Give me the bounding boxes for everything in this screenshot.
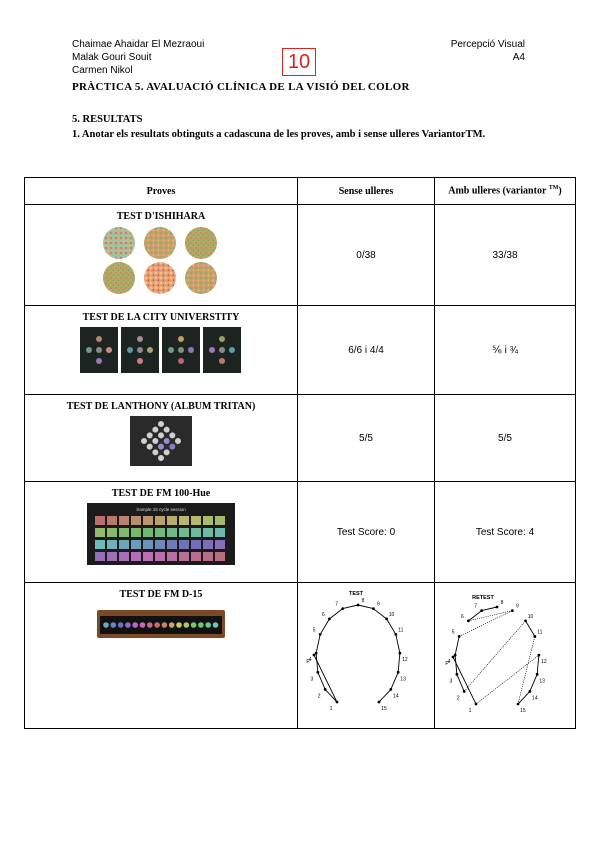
result-with: 33/38 [435, 205, 576, 306]
cap-point [496, 606, 499, 609]
cap-label: 9 [515, 603, 519, 610]
test-name: TEST DE LANTHONY (ALBUM TRITAN) [66, 401, 256, 412]
instruction-text: 1. Anotar els resultats obtinguts a cadascuna de les proves, amb i sense ulleres VariantorTM. [72, 129, 486, 140]
cap-point [328, 617, 331, 620]
retest-diagram-cell [435, 583, 576, 729]
cap-label: 2 [317, 693, 321, 700]
cap-label: 3 [449, 678, 453, 685]
cap-point [357, 604, 360, 607]
test-diagram-cell [298, 583, 435, 729]
cap-label: 4 [447, 659, 451, 666]
cap-point [455, 673, 458, 676]
result-without: Test Score: 0 [298, 482, 435, 583]
cap-point [394, 633, 397, 636]
cap-label: P [445, 661, 449, 667]
cap-label: 11 [398, 627, 404, 634]
cap-point [372, 607, 375, 610]
cap-label: 5 [312, 627, 316, 634]
cap-point [313, 654, 316, 657]
cap-point [475, 703, 478, 706]
table-row [25, 205, 576, 306]
cap-point [389, 688, 392, 691]
page-title: PRÀCTICA 5. AVALUACIÓ CLÍNICA DE LA VISIÓ DEL COLOR [72, 81, 410, 93]
cap-label: 3 [310, 676, 314, 683]
table-row [25, 583, 576, 729]
cap-label: 13 [400, 676, 406, 683]
test-name: TEST DE LA CITY UNIVERSTITY [82, 312, 240, 323]
author-name: Carmen Nikol [72, 65, 133, 76]
fm100-hue-image [87, 503, 235, 565]
cap-point [397, 671, 400, 674]
author-block [72, 38, 204, 77]
column-header-proves: Proves [25, 178, 298, 205]
cap-label: 7 [474, 603, 478, 610]
cap-point [341, 607, 344, 610]
group-code: A4 [512, 52, 525, 63]
city-university-plates-image [80, 327, 242, 375]
cap-point [315, 652, 318, 655]
cap-label: 14 [393, 693, 399, 700]
test-cell [25, 482, 298, 583]
cap-point [385, 617, 388, 620]
test-name: TEST DE FM D-15 [119, 589, 203, 600]
cap-label: 12 [541, 659, 547, 666]
cap-point [467, 619, 470, 622]
cap-label: 11 [537, 629, 543, 636]
cap-point [517, 703, 520, 706]
result-with: 5/5 [435, 395, 576, 482]
cap-label: 10 [388, 611, 395, 618]
result-without: 5/5 [298, 395, 435, 482]
cap-point [336, 701, 339, 704]
ishihara-plates-image [99, 226, 223, 296]
cap-point [319, 633, 322, 636]
cap-point [452, 656, 455, 659]
section-heading: 5. RESULTATS [72, 114, 143, 125]
d15-retest-diagram [435, 583, 575, 723]
cap-point [463, 690, 466, 693]
test-cell [25, 205, 298, 306]
cap-label: 13 [539, 678, 545, 685]
author-name: Malak Gouri Souit [72, 52, 152, 63]
cap-label: 6 [461, 613, 464, 620]
cap-point [480, 609, 483, 612]
lanthony-tritan-image [130, 416, 192, 466]
result-with: Test Score: 4 [435, 482, 576, 583]
result-with: ⅚ i ¾ [435, 306, 576, 395]
cap-point [524, 619, 527, 622]
cap-label: 10 [527, 613, 534, 620]
cap-point [528, 690, 531, 693]
cap-label: 8 [500, 600, 504, 606]
cap-label: 9 [376, 601, 380, 608]
cap-label: 1 [468, 708, 472, 715]
column-header-without: Sense ulleres [298, 178, 435, 205]
cap-label: 2 [456, 695, 460, 702]
test-cell [25, 306, 298, 395]
cap-label: 1 [329, 706, 333, 713]
cap-label: 4 [308, 657, 312, 664]
cap-label: 5 [451, 629, 455, 636]
cap-label: 14 [532, 695, 538, 702]
diagram-title: RETEST [472, 595, 494, 601]
result-without: 0/38 [298, 205, 435, 306]
test-name: TEST D'ISHIHARA [116, 211, 206, 222]
fm100-caption: Sample 15 cycle session [136, 507, 186, 512]
cap-point [324, 688, 327, 691]
cap-point [533, 635, 536, 638]
test-name: TEST DE FM 100-Hue [111, 488, 211, 499]
table-row [25, 395, 576, 482]
table-row [25, 306, 576, 395]
cap-label: 7 [335, 601, 339, 608]
result-without: 6/6 i 4/4 [298, 306, 435, 395]
cap-point [398, 652, 401, 655]
course-block [451, 38, 525, 64]
cap-point [536, 673, 539, 676]
cap-label: P [306, 659, 310, 665]
author-name: Chaimae Ahaidar El Mezraoui [72, 39, 205, 50]
column-header-with: Amb ulleres (variantor ™) [435, 178, 576, 205]
cap-label: 6 [322, 611, 325, 618]
cap-point [511, 609, 514, 612]
course-name: Percepció Visual [450, 39, 525, 50]
test-cell [25, 395, 298, 482]
cap-point [316, 671, 319, 674]
fm-d15-box-image [97, 604, 225, 642]
table-row [25, 482, 576, 583]
table-header-row [25, 178, 576, 205]
d15-test-diagram [298, 583, 434, 723]
cap-point [537, 654, 540, 657]
cap-label: 8 [361, 598, 365, 604]
grade-box: 10 [282, 48, 316, 76]
cap-label: 12 [402, 657, 408, 664]
results-table [24, 177, 576, 729]
cap-label: 15 [381, 706, 387, 713]
cap-point [454, 654, 457, 657]
diagram-title: TEST [348, 591, 364, 597]
cap-point [458, 635, 461, 638]
test-cell [25, 583, 298, 729]
cap-point [378, 701, 381, 704]
cap-label: 15 [520, 708, 526, 715]
